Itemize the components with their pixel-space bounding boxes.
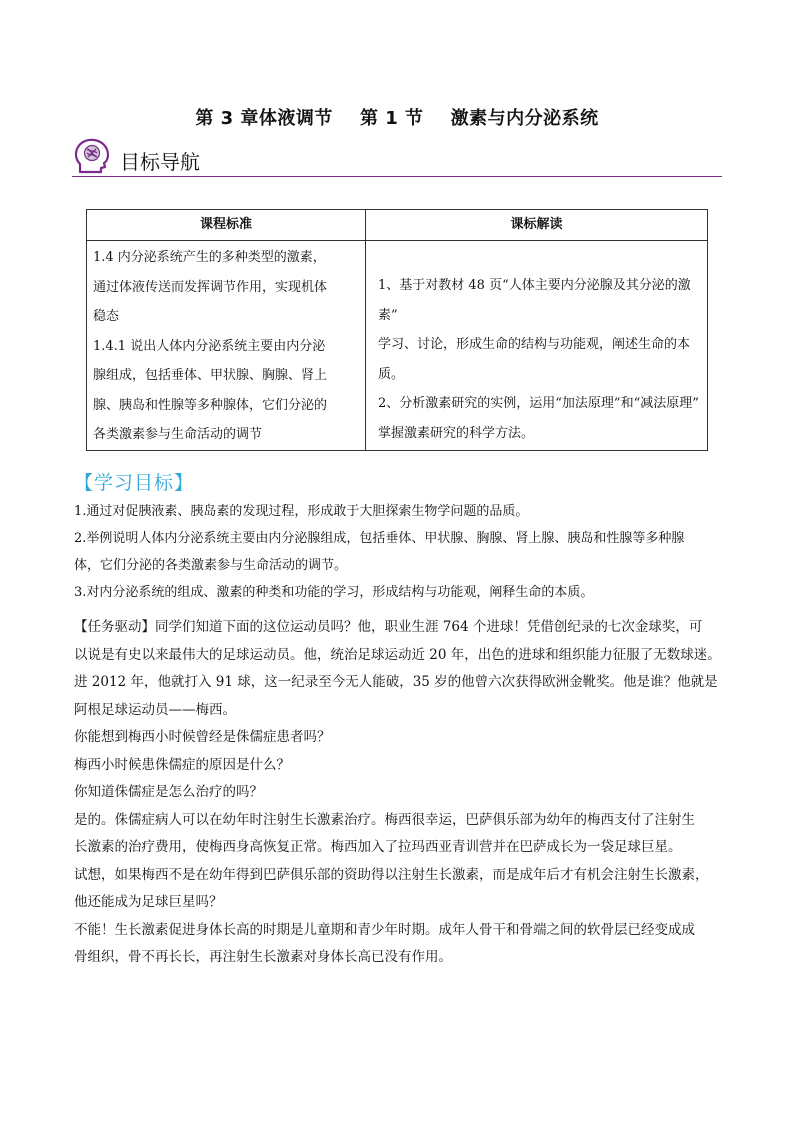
paragraph-line: 长激素的治疗费用，使梅西身高恢复正常。梅西加入了拉玛西亚青训营并在巴萨成长为一袋足球巨星。 xyxy=(74,839,682,855)
cell-line: 学习、讨论，形成生命的结构与功能观，阐述生命的本 xyxy=(378,337,691,352)
goal-item: 3.对内分泌系统的组成、激素的种类和功能的学习，形成结构与功能观，阐释生命的本质。 xyxy=(74,585,594,600)
paragraph-line: 你知道侏儒症是怎么治疗的吗？ xyxy=(74,784,263,800)
cell-line: 掌握激素研究的科学方法。 xyxy=(378,425,535,441)
cell-line: 腺、胰岛和性腺等多种腺体，它们分泌的 xyxy=(93,397,328,413)
cell-line: 稳态 xyxy=(93,309,120,324)
cell-line: 质。 xyxy=(378,366,405,382)
paragraph-line: 进 2012 年，他就打入 91 球，这一纪录至今无人能破，35 岁的他曾六次获得欧洲金靴奖。他是谁？他就是 xyxy=(74,674,718,690)
cell-line: 腺组成，包括垂体、甲状腺、胸腺、肾上 xyxy=(93,368,328,383)
paragraph-line: 阿根足球运动员——梅西。 xyxy=(74,701,236,718)
standard-cell xyxy=(87,241,366,451)
goal-item: 体，它们分泌的各类激素参与生命活动的调节。 xyxy=(74,558,348,573)
goal-item: 1.通过对促胰液素、胰岛素的发现过程，形成敢于大胆探索生物学问题的品质。 xyxy=(74,504,529,519)
cell-line: 1.4.1 说出人体内分泌系统主要由内分泌 xyxy=(93,338,326,354)
paragraph-line: 【任务驱动】同学们知道下面的这位运动员吗？他，职业生涯 764 个进球！凭借创纪录的七次金球奖，可 xyxy=(74,619,703,635)
table-header-row xyxy=(87,210,708,241)
table-row xyxy=(87,241,708,451)
cell-line: 1.4 内分泌系统产生的多种类型的激素， xyxy=(93,250,326,265)
page-title: 第 3 章体液调节 第 1 节 激素与内分泌系统 xyxy=(195,108,599,129)
learning-goals-heading: 【学习目标】 xyxy=(74,472,195,494)
curriculum-table xyxy=(86,209,708,451)
paragraph-line: 以说是有史以来最伟大的足球运动员。他，统治足球运动近 20 年，出色的进球和组织能力征服了无数球迷。 xyxy=(74,646,721,663)
divider xyxy=(72,176,722,177)
table-header-interpretation: 课标解读 xyxy=(366,210,708,241)
paragraph-line: 他还能成为足球巨星吗？ xyxy=(74,894,223,910)
goal-item: 2.举例说明人体内分泌系统主要由内分泌腺组成，包括垂体、甲状腺、胸腺、肾上腺、胰岛和性腺等多种腺 xyxy=(74,531,685,546)
paragraph-line: 你能想到梅西小时候曾经是侏儒症患者吗？ xyxy=(74,729,331,745)
cell-line: 2、分析激素研究的实例，运用“加法原理”和“减法原理” xyxy=(378,396,699,411)
paragraph-line: 梅西小时候患侏儒症的原因是什么？ xyxy=(74,756,290,773)
cell-line: 各类激素参与生命活动的调节 xyxy=(93,427,263,442)
paragraph-line: 是的。侏儒症病人可以在幼年时注射生长激素治疗。梅西很幸运，巴萨俱乐部为幼年的梅西支付了注射生 xyxy=(74,811,695,828)
section-header-target-navigation xyxy=(72,138,722,178)
paragraph-line: 骨组织，骨不再长长，再注射生长激素对身体长高已没有作用。 xyxy=(74,949,452,965)
nav-label: 目标导航 xyxy=(120,150,200,174)
cell-line: 1、基于对教材 48 页“人体主要内分泌腺及其分泌的激素” xyxy=(378,278,691,323)
task-driven-text xyxy=(74,614,724,972)
table-header-standard: 课程标准 xyxy=(87,210,366,241)
paragraph-line: 试想，如果梅西不是在幼年得到巴萨俱乐部的资助得以注射生长激素，而是成年后才有机会注射生长激素， xyxy=(74,866,709,883)
interpretation-cell xyxy=(366,241,708,451)
paragraph-line: 不能！生长激素促进身体长高的时期是儿童期和青少年时期。成年人骨干和骨端之间的软骨层已经变成成 xyxy=(74,921,695,938)
cell-line: 通过体液传送而发挥调节作用，实现机体 xyxy=(93,279,328,295)
head-with-dna-icon xyxy=(74,138,110,176)
learning-goals-list xyxy=(74,498,724,606)
